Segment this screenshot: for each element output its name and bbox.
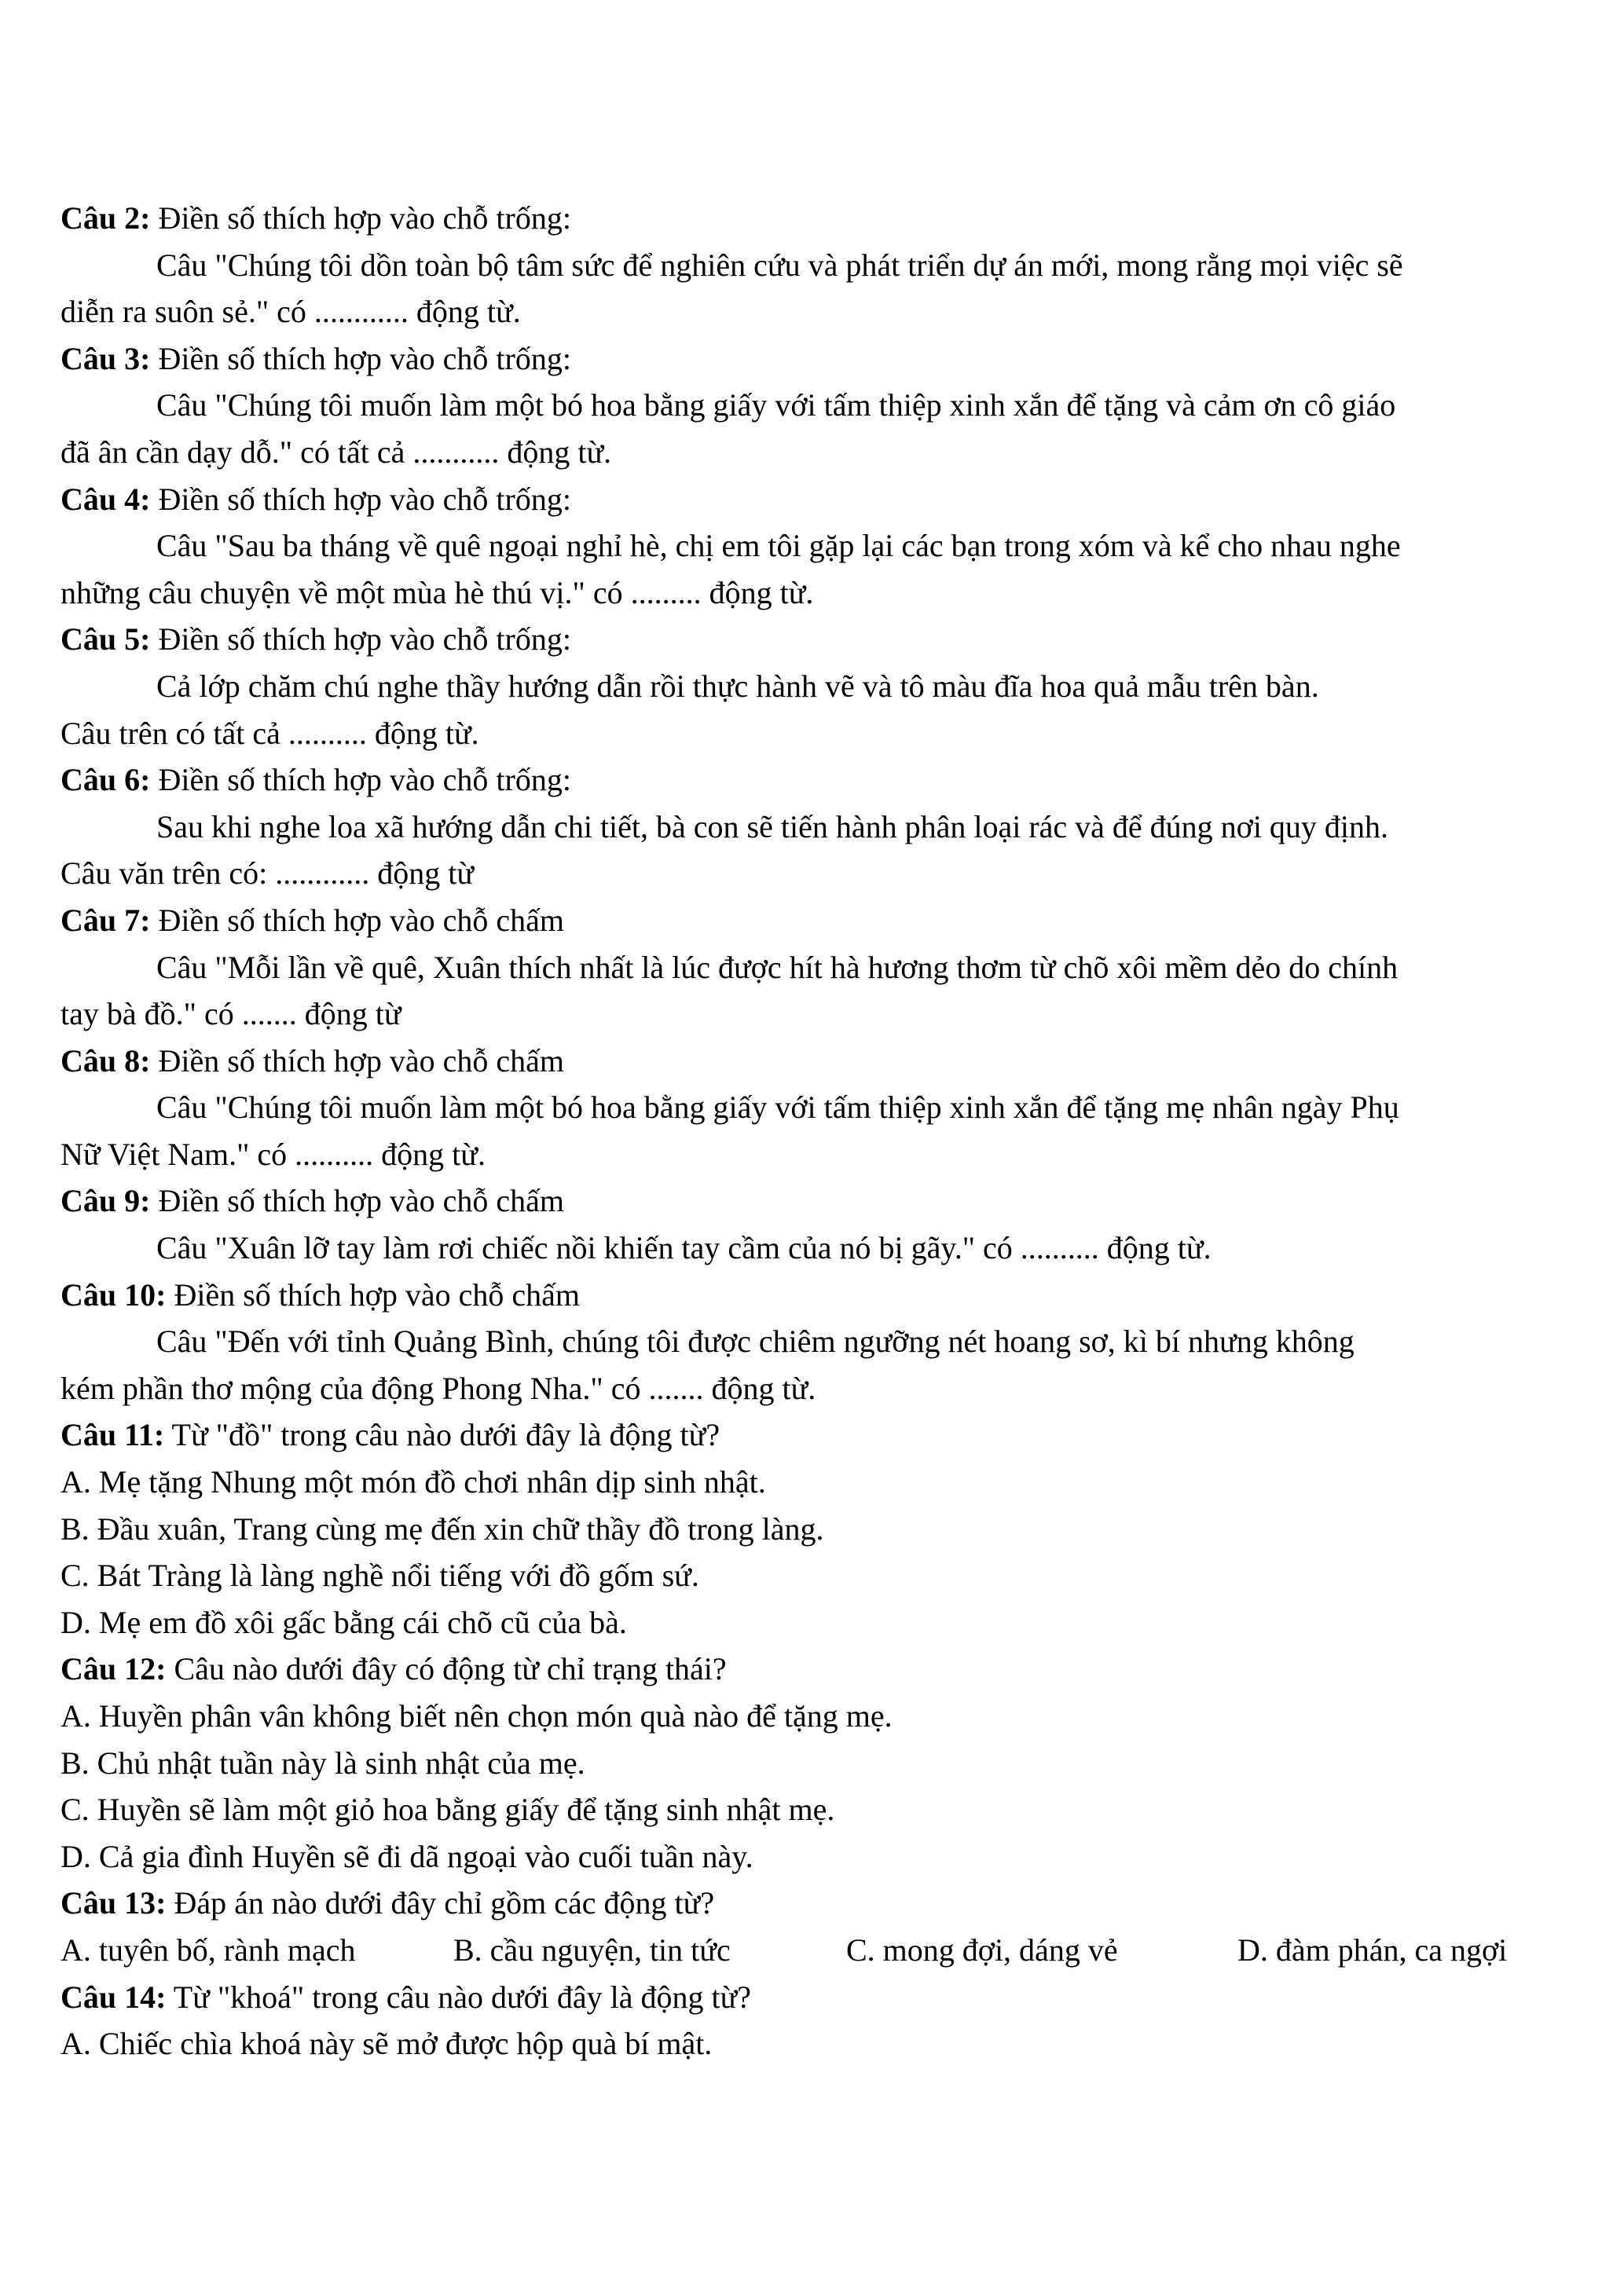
question-prompt: Điền số thích hợp vào chỗ trống:: [150, 200, 571, 236]
answer-option-d: D. Mẹ em đồ xôi gấc bằng cái chõ cũ của bà.: [60, 1604, 627, 1640]
question-2-text-line: Câu "Chúng tôi dồn toàn bộ tâm sức để nghiên cứu và phát triển dự án mới, mong rằng mọi việc sẽ: [156, 247, 1403, 283]
question-5-text-line: Cả lớp chăm chú nghe thầy hướng dẫn rồi thực hành vẽ và tô màu đĩa hoa quả mẫu trên bàn.: [156, 668, 1319, 704]
answer-option-d: D. đàm phán, ca ngợi: [1237, 1932, 1508, 1968]
document-body: [60, 195, 1566, 2067]
answer-option-c: C. mong đợi, dáng vẻ: [846, 1932, 1118, 1968]
question-3-text-line: đã ân cần dạy dỗ." có tất cả ........... động từ.: [60, 434, 612, 470]
question-prompt: Đáp án nào dưới đây chỉ gồm các động từ?: [166, 1885, 715, 1921]
question-number: Câu 7:: [60, 902, 151, 938]
question-5-heading: [60, 616, 1566, 663]
answer-option-b: B. cầu nguyện, tin tức: [453, 1932, 731, 1968]
question-6-text-line: Sau khi nghe loa xã hướng dẫn chi tiết, bà con sẽ tiến hành phân loại rác và để đúng nơi quy định.: [156, 808, 1389, 844]
question-2-heading: [60, 195, 1566, 242]
question-number: Câu 13:: [60, 1885, 167, 1921]
answer-option-d: D. Cả gia đình Huyền sẽ đi dã ngoại vào cuối tuần này.: [60, 1838, 753, 1874]
question-prompt: Điền số thích hợp vào chỗ trống:: [150, 481, 571, 517]
question-13-heading: [60, 1880, 1566, 1927]
question-4-heading: [60, 476, 1566, 523]
question-8-text-line: Nữ Việt Nam." có .......... động từ.: [60, 1136, 486, 1172]
answer-option-a: A. Huyền phân vân không biết nên chọn món quà nào để tặng mẹ.: [60, 1698, 893, 1734]
question-number: Câu 11:: [60, 1417, 165, 1453]
question-5-text-line: Câu trên có tất cả .......... động từ.: [60, 715, 479, 751]
question-7-text-line: Câu "Mỗi lần về quê, Xuân thích nhất là lúc được hít hà hương thơm từ chõ xôi mềm dẻo do chính: [156, 949, 1399, 985]
answer-option-c: C. Huyền sẽ làm một giỏ hoa bằng giấy để tặng sinh nhật mẹ.: [60, 1792, 835, 1828]
question-number: Câu 2:: [60, 200, 151, 236]
question-7-heading: [60, 897, 1566, 944]
question-10-text-line: Câu "Đến với tỉnh Quảng Bình, chúng tôi được chiêm ngưỡng nét hoang sơ, kì bí nhưng không: [156, 1324, 1355, 1360]
question-6-heading: [60, 756, 1566, 804]
question-prompt: Từ "đồ" trong câu nào dưới đây là động từ?: [164, 1417, 720, 1453]
question-2-text-line: diễn ra suôn sẻ." có ............ động từ.: [60, 294, 521, 330]
question-11-heading: [60, 1412, 1566, 1459]
question-12-heading: [60, 1646, 1566, 1693]
question-9-text-line: Câu "Xuân lỡ tay làm rơi chiếc nồi khiến tay cầm của nó bị gãy." có .......... động từ.: [156, 1230, 1212, 1266]
question-3-heading: [60, 335, 1566, 383]
question-8-text-line: Câu "Chúng tôi muốn làm một bó hoa bằng giấy với tấm thiệp xinh xắn để tặng mẹ nhân ngày Phụ: [156, 1089, 1399, 1126]
question-9-heading: [60, 1177, 1566, 1225]
question-prompt: Điền số thích hợp vào chỗ chấm: [150, 1042, 565, 1078]
answer-options-row: [60, 1927, 1566, 1974]
question-number: Câu 12:: [60, 1651, 167, 1687]
question-number: Câu 6:: [60, 762, 151, 798]
question-8-heading: [60, 1038, 1566, 1085]
question-number: Câu 9:: [60, 1183, 151, 1219]
question-10-text-line: kém phần thơ mộng của động Phong Nha." có ....... động từ.: [60, 1370, 816, 1406]
answer-option-b: B. Chủ nhật tuần này là sinh nhật của mẹ.: [60, 1745, 585, 1781]
question-prompt: Câu nào dưới đây có động từ chỉ trạng thái?: [166, 1651, 727, 1687]
question-6-text-line: Câu văn trên có: ............ động từ: [60, 855, 475, 892]
question-4-text-line: Câu "Sau ba tháng về quê ngoại nghỉ hè, chị em tôi gặp lại các bạn trong xóm và kể cho nhau nghe: [156, 528, 1401, 564]
answer-option-a: A. tuyên bố, rành mạch: [60, 1932, 356, 1968]
question-4-text-line: những câu chuyện về một mùa hè thú vị." có ......... động từ.: [60, 574, 814, 610]
question-prompt: Từ "khoá" trong câu nào dưới đây là động từ?: [166, 1979, 752, 2015]
question-prompt: Điền số thích hợp vào chỗ trống:: [150, 340, 571, 376]
answer-option-a: A. Mẹ tặng Nhung một món đồ chơi nhân dịp sinh nhật.: [60, 1464, 766, 1500]
question-prompt: Điền số thích hợp vào chỗ chấm: [150, 1183, 565, 1219]
answer-option-c: C. Bát Tràng là làng nghề nổi tiếng với đồ gốm sứ.: [60, 1558, 699, 1594]
question-prompt: Điền số thích hợp vào chỗ chấm: [150, 902, 565, 938]
question-prompt: Điền số thích hợp vào chỗ trống:: [150, 621, 571, 657]
question-number: Câu 10:: [60, 1276, 167, 1313]
question-14-heading: [60, 1974, 1566, 2021]
question-number: Câu 4:: [60, 481, 151, 517]
question-10-heading: [60, 1272, 1566, 1319]
question-number: Câu 5:: [60, 621, 151, 657]
question-number: Câu 8:: [60, 1042, 151, 1078]
question-prompt: Điền số thích hợp vào chỗ chấm: [166, 1276, 581, 1313]
answer-option-b: B. Đầu xuân, Trang cùng mẹ đến xin chữ thầy đồ trong làng.: [60, 1511, 824, 1547]
question-number: Câu 14:: [60, 1979, 167, 2015]
question-prompt: Điền số thích hợp vào chỗ trống:: [150, 762, 571, 798]
question-number: Câu 3:: [60, 340, 151, 376]
question-3-text-line: Câu "Chúng tôi muốn làm một bó hoa bằng giấy với tấm thiệp xinh xắn để tặng và cảm ơn cô giáo: [156, 387, 1396, 423]
answer-option-a: A. Chiếc chìa khoá này sẽ mở được hộp quà bí mật.: [60, 2026, 713, 2062]
question-7-text-line: tay bà đồ." có ....... động từ: [60, 996, 401, 1032]
